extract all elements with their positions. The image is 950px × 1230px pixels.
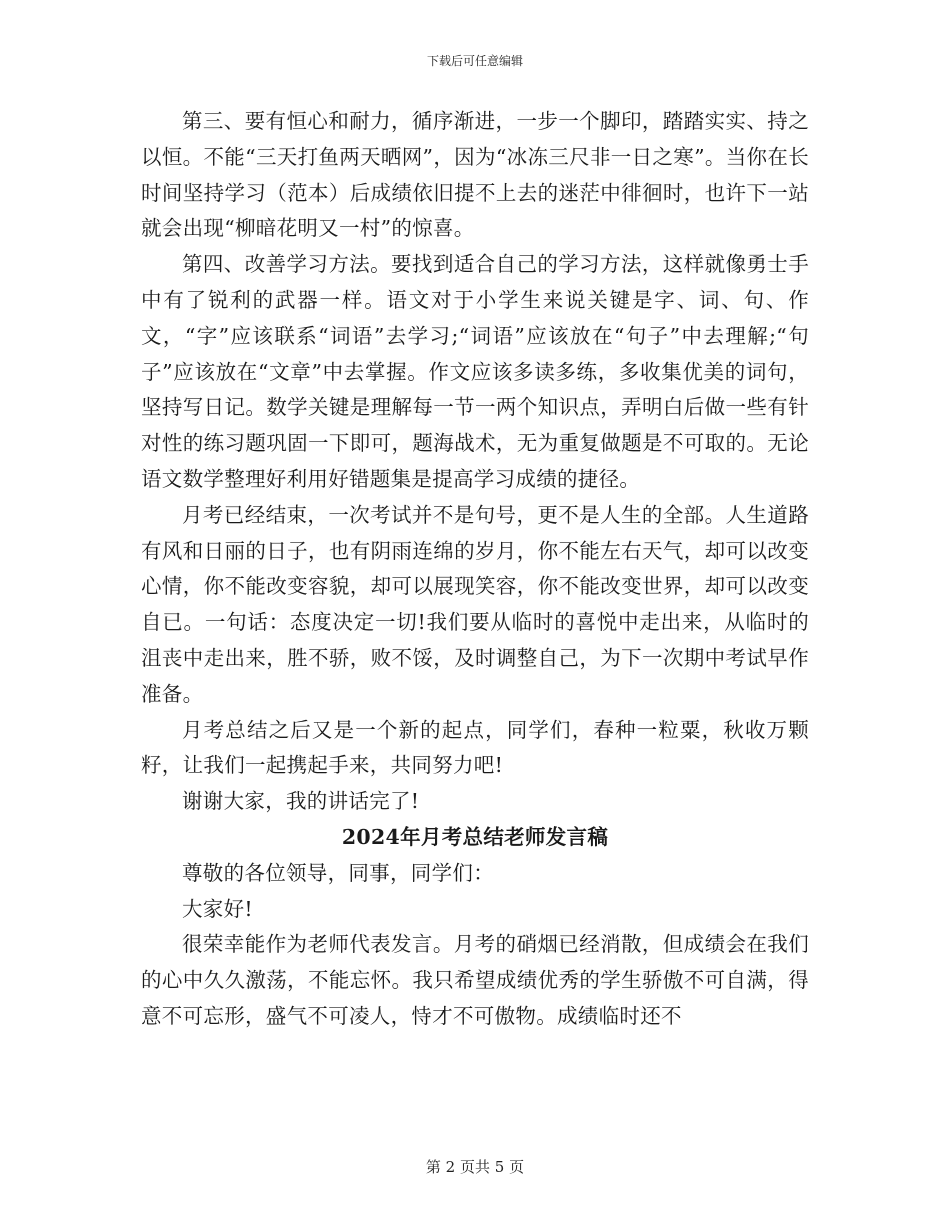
paragraph-persistence: 第三、要有恒心和耐力，循序渐进，一步一个脚印，踏踏实实、持之以恒。不能“三天打鱼两天晒网”，因为“冰冻三尺非一日之寒”。当你在长时间坚持学习（范本）后成绩依旧提不上去的迷茫中徘徊时，也许下一站就会出现“柳暗花明又一村”的惊喜。: [141, 109, 809, 241]
document-title: 2024年月考总结老师发言稿: [341, 824, 609, 849]
paragraph-exam-over: 月考已经结束，一次考试并不是句号，更不是人生的全部。人生道路有风和日丽的日子，也有阴雨连绵的岁月，你不能左右天气，却可以改变心情，你不能改变容貌，却可以展现笑容，你不能改变世界，却可以改变自已。一句话：态度决定一切!我们要从临时的喜悦中走出来，从临时的沮丧中走出来，胜不骄，败不馁，及时调整自己，为下一次期中考试早作准备。: [141, 502, 809, 706]
page-header: 下载后可任意编辑: [426, 54, 523, 68]
page-number-footer: 第 2 页共 5 页: [425, 1158, 525, 1176]
paragraph-new-start: 月考总结之后又是一个新的起点，同学们，春种一粒粟，秋收万颗籽，让我们一起携起手来，共同努力吧!: [141, 717, 809, 778]
document-body: [141, 104, 809, 1035]
paragraph-hello: 大家好!: [182, 896, 253, 921]
paragraph-greeting-audience: 尊敬的各位领导，同事，同学们：: [182, 860, 494, 885]
paragraph-thanks: 谢谢大家，我的讲话完了!: [182, 789, 420, 814]
paragraph-speech-opening: 很荣幸能作为老师代表发言。月考的硝烟已经消散，但成绩会在我们的心中久久激荡，不能忘怀。我只希望成绩优秀的学生骄傲不可自满，得意不可忘形，盛气不可凌人，恃才不可傲物。成绩临时还不: [141, 932, 809, 1028]
paragraph-study-methods: 第四、改善学习方法。要找到适合自己的学习方法，这样就像勇士手中有了锐利的武器一样。语文对于小学生来说关键是字、词、句、作文，“字”应该联系“词语”去学习;“词语”应该放在“句子”中去理解;“句子”应该放在“文章”中去掌握。作文应该多读多练，多收集优美的词句，坚持写日记。数学关键是理解每一节一两个知识点，弄明白后做一些有针对性的练习题巩固一下即可，题海战术，无为重复做题是不可取的。无论语文数学整理好利用好错题集是提高学习成绩的捷径。: [141, 252, 809, 491]
